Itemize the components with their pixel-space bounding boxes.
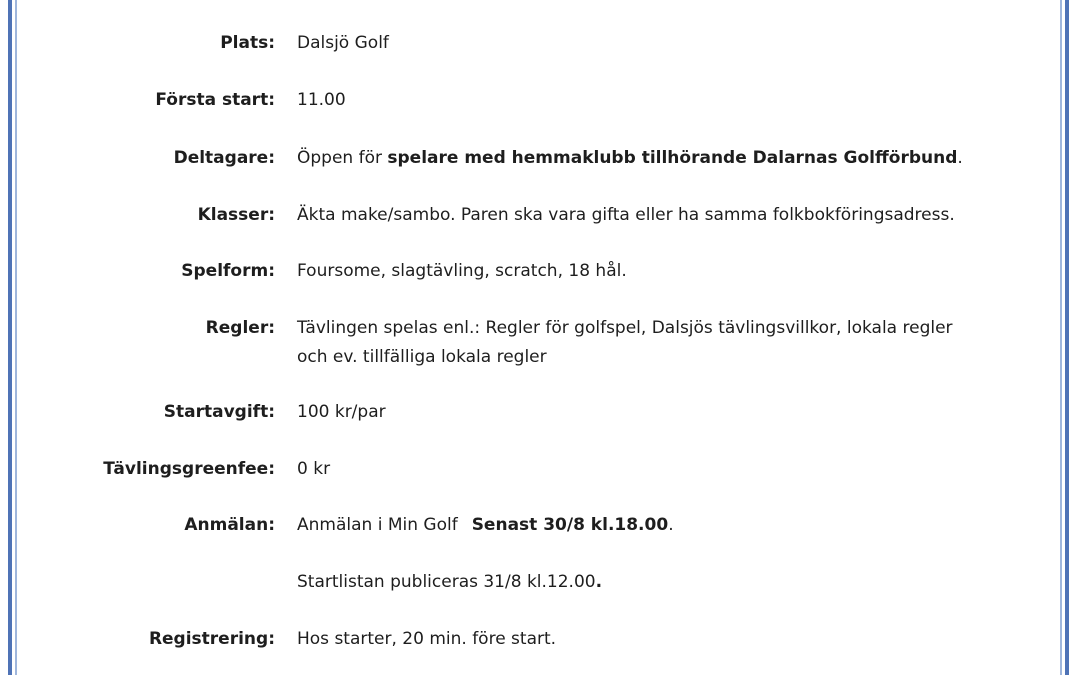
value-text: . bbox=[595, 572, 603, 592]
field-label: Tävlingsgreenfee: bbox=[103, 459, 275, 479]
field-value bbox=[297, 144, 1037, 173]
field-label: Spelform: bbox=[181, 261, 275, 281]
field-value: Dalsjö Golf bbox=[297, 33, 389, 53]
field-label: Klasser: bbox=[197, 205, 275, 225]
field-label: Registrering: bbox=[148, 629, 275, 649]
value-text: Startlistan publiceras 31/8 kl.12.00 bbox=[297, 572, 596, 592]
field-value: 0 kr bbox=[297, 459, 331, 479]
field-value bbox=[297, 314, 1037, 372]
field-value: 11.00 bbox=[297, 90, 346, 110]
field-value: Äkta make/sambo. Paren ska vara gifta eller ha samma folkbokföringsadress. bbox=[297, 205, 955, 225]
field-label: Anmälan: bbox=[184, 515, 275, 535]
field-label: Regler: bbox=[205, 318, 275, 338]
value-text: . bbox=[957, 148, 963, 168]
field-label: Plats: bbox=[220, 33, 275, 53]
field-value bbox=[297, 568, 1037, 597]
field-value: 100 kr/par bbox=[297, 402, 386, 422]
field-value: Foursome, slagtävling, scratch, 18 hål. bbox=[297, 261, 627, 281]
field-label: Startavgift: bbox=[163, 402, 275, 422]
value-text: Anmälan i Min Golf bbox=[297, 515, 458, 535]
value-line: Tävlingen spelas enl.: Regler för golfspel, Dalsjös tävlingsvillkor, lokala regler bbox=[297, 318, 953, 338]
value-emphasis: spelare med hemmaklubb tillhörande Dalarnas Golfförbund bbox=[387, 148, 958, 168]
value-text: Öppen för bbox=[297, 148, 388, 168]
field-value: Hos starter, 20 min. före start. bbox=[297, 629, 557, 649]
field-label: Första start: bbox=[155, 90, 275, 110]
field-label: Deltagare: bbox=[173, 148, 275, 168]
value-line: och ev. tillfälliga lokala regler bbox=[297, 347, 547, 367]
value-emphasis: Senast 30/8 kl.18.00 bbox=[471, 515, 669, 535]
field-value bbox=[297, 511, 1037, 540]
value-text: . bbox=[668, 515, 674, 535]
